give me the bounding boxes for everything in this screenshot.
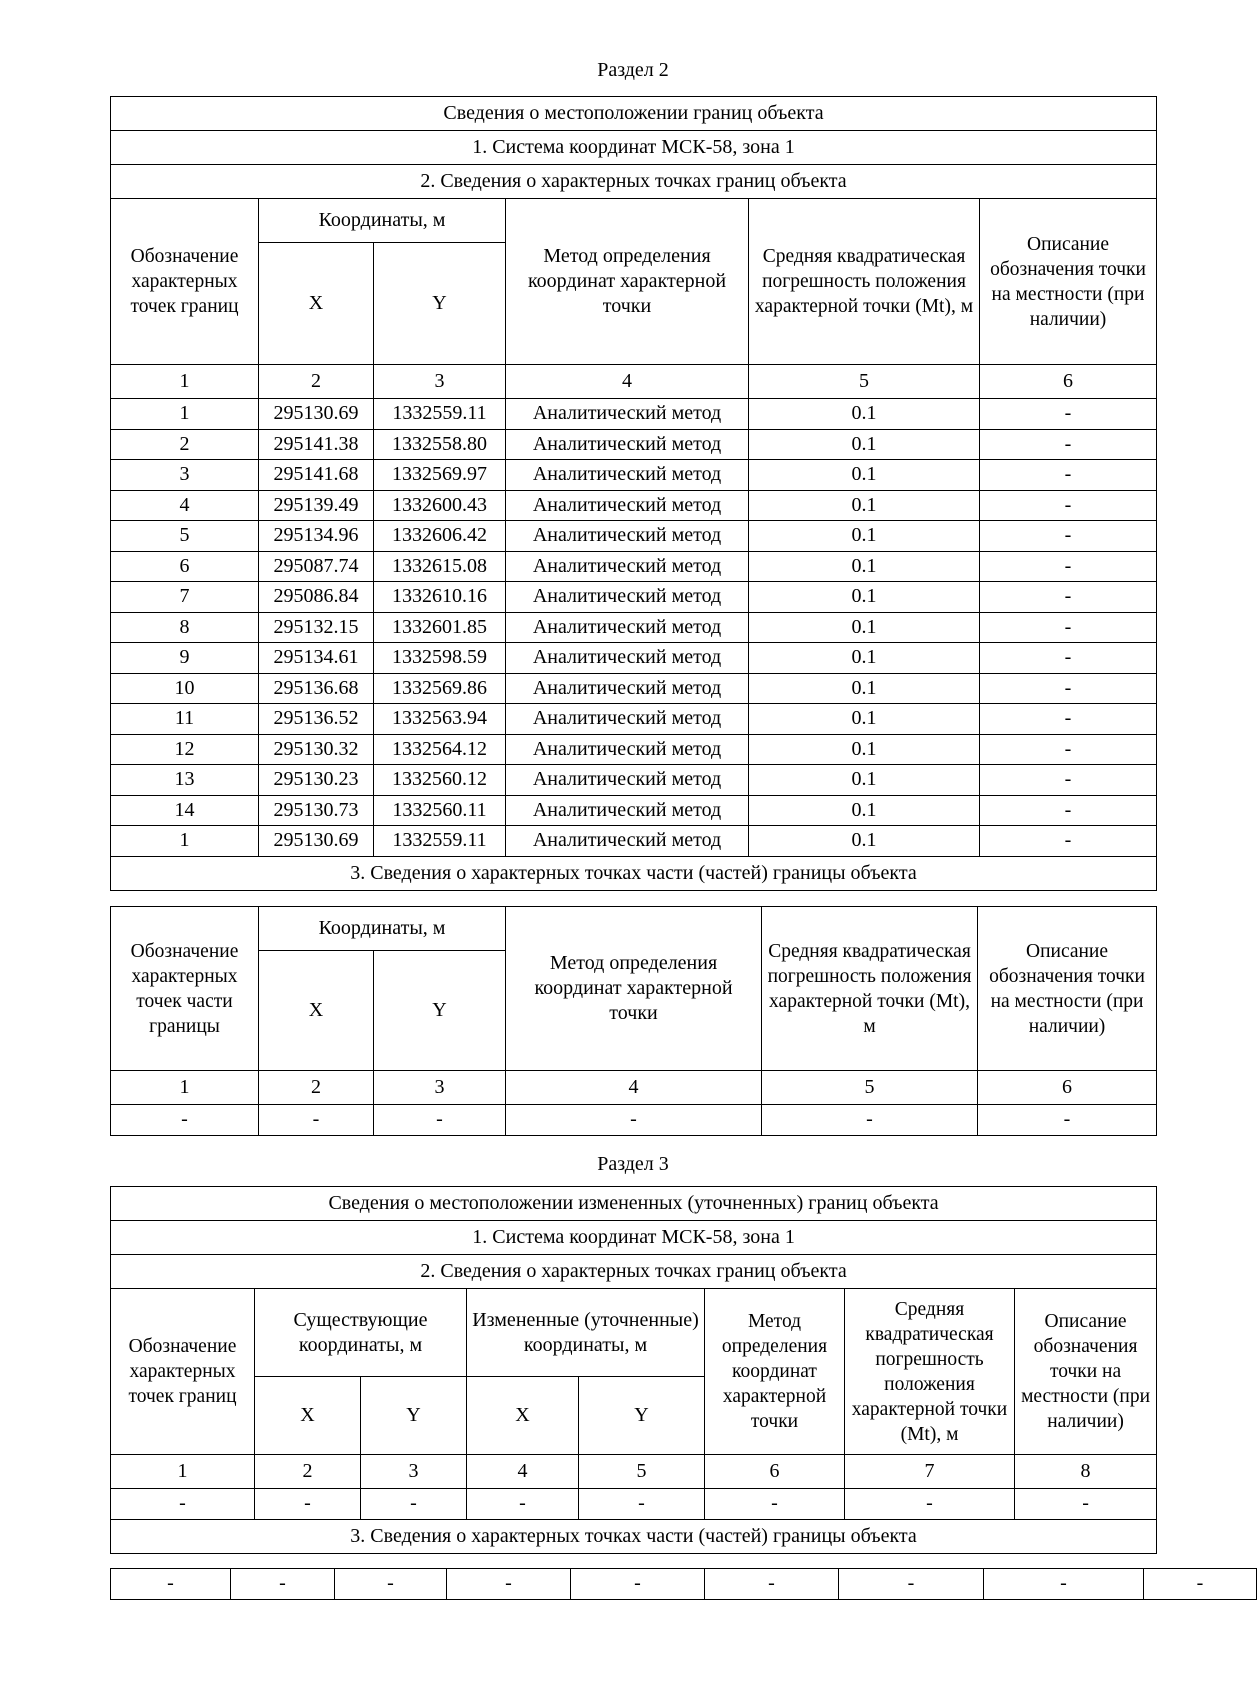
table-row (111, 704, 1157, 735)
column-number: 5 (762, 1071, 978, 1105)
table-cell: - (978, 1105, 1157, 1136)
s3-col-y-changed: Y (579, 1377, 705, 1455)
table-cell: Аналитический метод (506, 399, 749, 430)
table-cell: - (980, 826, 1157, 857)
table-cell: 295136.52 (259, 704, 374, 735)
table-cell: - (980, 734, 1157, 765)
table-cell: 295141.68 (259, 460, 374, 491)
column-numbers-row (111, 365, 1157, 399)
table-row (111, 734, 1157, 765)
table-cell: 0.1 (749, 490, 980, 521)
table-cell: - (111, 1489, 255, 1520)
table-cell: 295086.84 (259, 582, 374, 613)
table-cell: 6 (111, 551, 259, 582)
table-cell: - (980, 612, 1157, 643)
table-cell: 295130.73 (259, 795, 374, 826)
parts-column-numbers-row (111, 1071, 1157, 1105)
table-cell: - (845, 1489, 1015, 1520)
section-3-parts-table (110, 1568, 1257, 1600)
table-cell: 0.1 (749, 704, 980, 735)
table-cell: 1332615.08 (374, 551, 506, 582)
column-number: 2 (259, 365, 374, 399)
column-number: 1 (111, 1455, 255, 1489)
table-cell: 0.1 (749, 673, 980, 704)
table-cell: 295087.74 (259, 551, 374, 582)
table-cell: 1332563.94 (374, 704, 506, 735)
table-cell: 1332606.42 (374, 521, 506, 552)
table-cell: - (571, 1569, 705, 1600)
s3-col-designation: Обозначение характерных точек границ (111, 1289, 255, 1455)
table-cell: Аналитический метод (506, 429, 749, 460)
table-cell: - (111, 1105, 259, 1136)
column-number: 6 (978, 1071, 1157, 1105)
table-cell: 1332559.11 (374, 399, 506, 430)
table-cell: 1332564.12 (374, 734, 506, 765)
table-cell: Аналитический метод (506, 826, 749, 857)
s3-col-accuracy: Средняя квадратическая погрешность положения характерной точки (Mt), м (845, 1289, 1015, 1455)
table-row (111, 673, 1157, 704)
section-3-points-heading: 2. Сведения о характерных точках границ объекта (111, 1255, 1157, 1289)
table-cell: - (705, 1489, 845, 1520)
table-cell: 0.1 (749, 582, 980, 613)
section-2-points-heading: 2. Сведения о характерных точках границ объекта (111, 165, 1157, 199)
table-row (111, 582, 1157, 613)
table-cell: 4 (111, 490, 259, 521)
table-cell: - (980, 582, 1157, 613)
table-cell: 1332600.43 (374, 490, 506, 521)
table-cell: - (335, 1569, 447, 1600)
table-cell: 9 (111, 643, 259, 674)
parts-col-y: Y (374, 951, 506, 1071)
table-cell: - (255, 1489, 361, 1520)
table-cell: 295141.38 (259, 429, 374, 460)
column-number: 4 (467, 1455, 579, 1489)
table-cell: - (980, 490, 1157, 521)
s3-col-x-changed: X (467, 1377, 579, 1455)
column-number: 3 (374, 365, 506, 399)
table-cell: - (980, 643, 1157, 674)
section-3-heading: Сведения о местоположении измененных (уточненных) границ объекта (111, 1187, 1157, 1221)
section-2-coord-system: 1. Система координат МСК-58, зона 1 (111, 131, 1157, 165)
table-cell: 0.1 (749, 765, 980, 796)
table-cell: 1332598.59 (374, 643, 506, 674)
table-cell: 0.1 (749, 795, 980, 826)
table-cell: Аналитический метод (506, 795, 749, 826)
section-3-points-table (110, 1186, 1157, 1554)
table-cell: 295130.23 (259, 765, 374, 796)
table-cell: 5 (111, 521, 259, 552)
column-number: 5 (749, 365, 980, 399)
table-cell: 10 (111, 673, 259, 704)
table-cell: - (980, 399, 1157, 430)
table-cell: Аналитический метод (506, 643, 749, 674)
column-number: 1 (111, 1071, 259, 1105)
table-row (111, 643, 1157, 674)
table-row (111, 551, 1157, 582)
s3-col-method: Метод определения координат характерной точки (705, 1289, 845, 1455)
table-cell: - (980, 429, 1157, 460)
parts-col-designation: Обозначение характерных точек части границы (111, 907, 259, 1071)
table-cell: 0.1 (749, 460, 980, 491)
table-cell: - (980, 673, 1157, 704)
table-cell: 13 (111, 765, 259, 796)
table-cell: - (374, 1105, 506, 1136)
table-cell: 7 (111, 582, 259, 613)
table-cell: 1332560.12 (374, 765, 506, 796)
table-row (111, 1569, 1257, 1600)
table-row (111, 429, 1157, 460)
table-cell: - (111, 1569, 231, 1600)
s3-col-changed: Измененные (уточненные) координаты, м (467, 1289, 705, 1377)
table-cell: 295130.32 (259, 734, 374, 765)
table-cell: 8 (111, 612, 259, 643)
table-cell: 14 (111, 795, 259, 826)
parts-col-coordinates: Координаты, м (259, 907, 506, 951)
table-row (111, 490, 1157, 521)
table-row (111, 399, 1157, 430)
s3-col-existing: Существующие координаты, м (255, 1289, 467, 1377)
table-cell: 1 (111, 399, 259, 430)
table-cell: - (231, 1569, 335, 1600)
table-cell: 0.1 (749, 429, 980, 460)
table-cell: - (447, 1569, 571, 1600)
table-cell: 1 (111, 826, 259, 857)
table-row (111, 1105, 1157, 1136)
table-cell: 295130.69 (259, 399, 374, 430)
column-number: 1 (111, 365, 259, 399)
table-cell: 1332559.11 (374, 826, 506, 857)
col-description: Описание обозначения точки на местности (при наличии) (980, 199, 1157, 365)
table-cell: Аналитический метод (506, 490, 749, 521)
table-cell: 1332569.97 (374, 460, 506, 491)
table-cell: 0.1 (749, 612, 980, 643)
section-2-title: Раздел 2 (597, 59, 669, 81)
section-2-points-table (110, 96, 1157, 891)
table-row (111, 826, 1157, 857)
table-cell: Аналитический метод (506, 460, 749, 491)
table-cell: 295132.15 (259, 612, 374, 643)
col-designation: Обозначение характерных точек границ (111, 199, 259, 365)
column-number: 3 (374, 1071, 506, 1105)
table-cell: - (467, 1489, 579, 1520)
column-number: 2 (255, 1455, 361, 1489)
column-number: 2 (259, 1071, 374, 1105)
table-cell: Аналитический метод (506, 673, 749, 704)
parts-col-accuracy: Средняя квадратическая погрешность положения характерной точки (Mt), м (762, 907, 978, 1071)
table-cell: 0.1 (749, 643, 980, 674)
table-cell: 1332601.85 (374, 612, 506, 643)
table-cell: Аналитический метод (506, 765, 749, 796)
table-cell: Аналитический метод (506, 582, 749, 613)
table-cell: - (984, 1569, 1144, 1600)
table-cell: - (361, 1489, 467, 1520)
column-number: 4 (506, 365, 749, 399)
section-2-heading: Сведения о местоположении границ объекта (111, 97, 1157, 131)
parts-col-description: Описание обозначения точки на местности (при наличии) (978, 907, 1157, 1071)
table-cell: 3 (111, 460, 259, 491)
column-number: 6 (705, 1455, 845, 1489)
table-cell: - (579, 1489, 705, 1520)
table-row (111, 795, 1157, 826)
table-cell: 11 (111, 704, 259, 735)
table-cell: 295130.69 (259, 826, 374, 857)
table-cell: - (980, 460, 1157, 491)
column-number: 6 (980, 365, 1157, 399)
table-cell: Аналитический метод (506, 521, 749, 552)
table-row (111, 460, 1157, 491)
table-cell: - (1015, 1489, 1157, 1520)
table-cell: 0.1 (749, 521, 980, 552)
col-x: X (259, 243, 374, 365)
table-cell: 1332610.16 (374, 582, 506, 613)
s3-column-numbers-row (111, 1455, 1157, 1489)
table-cell: 1332560.11 (374, 795, 506, 826)
table-cell: Аналитический метод (506, 704, 749, 735)
table-cell: - (1144, 1569, 1257, 1600)
s3-col-description: Описание обозначения точки на местности (при наличии) (1015, 1289, 1157, 1455)
column-number: 4 (506, 1071, 762, 1105)
parts-col-method: Метод определения координат характерной точки (506, 907, 762, 1071)
table-row (111, 612, 1157, 643)
table-cell: 295136.68 (259, 673, 374, 704)
s3-col-y-existing: Y (361, 1377, 467, 1455)
section-3-parts-heading: 3. Сведения о характерных точках части (частей) границы объекта (111, 1519, 1157, 1553)
table-cell: Аналитический метод (506, 734, 749, 765)
table-cell: 1332558.80 (374, 429, 506, 460)
section-3-coord-system: 1. Система координат МСК-58, зона 1 (111, 1221, 1157, 1255)
table-row (111, 1489, 1157, 1520)
column-number: 8 (1015, 1455, 1157, 1489)
table-cell: - (705, 1569, 839, 1600)
section-2-parts-table (110, 906, 1157, 1136)
section-3-title: Раздел 3 (597, 1153, 669, 1175)
table-cell: - (839, 1569, 984, 1600)
table-cell: Аналитический метод (506, 551, 749, 582)
table-cell: - (980, 704, 1157, 735)
table-cell: - (980, 795, 1157, 826)
table-cell: 2 (111, 429, 259, 460)
table-cell: 0.1 (749, 551, 980, 582)
col-method: Метод определения координат характерной точки (506, 199, 749, 365)
table-cell: - (259, 1105, 374, 1136)
table-cell: 295134.96 (259, 521, 374, 552)
s3-col-x-existing: X (255, 1377, 361, 1455)
column-number: 7 (845, 1455, 1015, 1489)
table-row (111, 521, 1157, 552)
table-cell: 295139.49 (259, 490, 374, 521)
table-cell: - (506, 1105, 762, 1136)
table-cell: 295134.61 (259, 643, 374, 674)
table-cell: - (980, 765, 1157, 796)
column-number: 5 (579, 1455, 705, 1489)
table-cell: 0.1 (749, 399, 980, 430)
table-cell: - (762, 1105, 978, 1136)
table-cell: 12 (111, 734, 259, 765)
table-row (111, 765, 1157, 796)
col-accuracy: Средняя квадратическая погрешность положения характерной точки (Mt), м (749, 199, 980, 365)
table-cell: Аналитический метод (506, 612, 749, 643)
col-coordinates: Координаты, м (259, 199, 506, 243)
table-cell: 0.1 (749, 734, 980, 765)
table-cell: - (980, 551, 1157, 582)
table-cell: - (980, 521, 1157, 552)
section-2-parts-heading: 3. Сведения о характерных точках части (частей) границы объекта (111, 856, 1157, 890)
table-cell: 0.1 (749, 826, 980, 857)
parts-col-x: X (259, 951, 374, 1071)
table-cell: 1332569.86 (374, 673, 506, 704)
column-number: 3 (361, 1455, 467, 1489)
col-y: Y (374, 243, 506, 365)
